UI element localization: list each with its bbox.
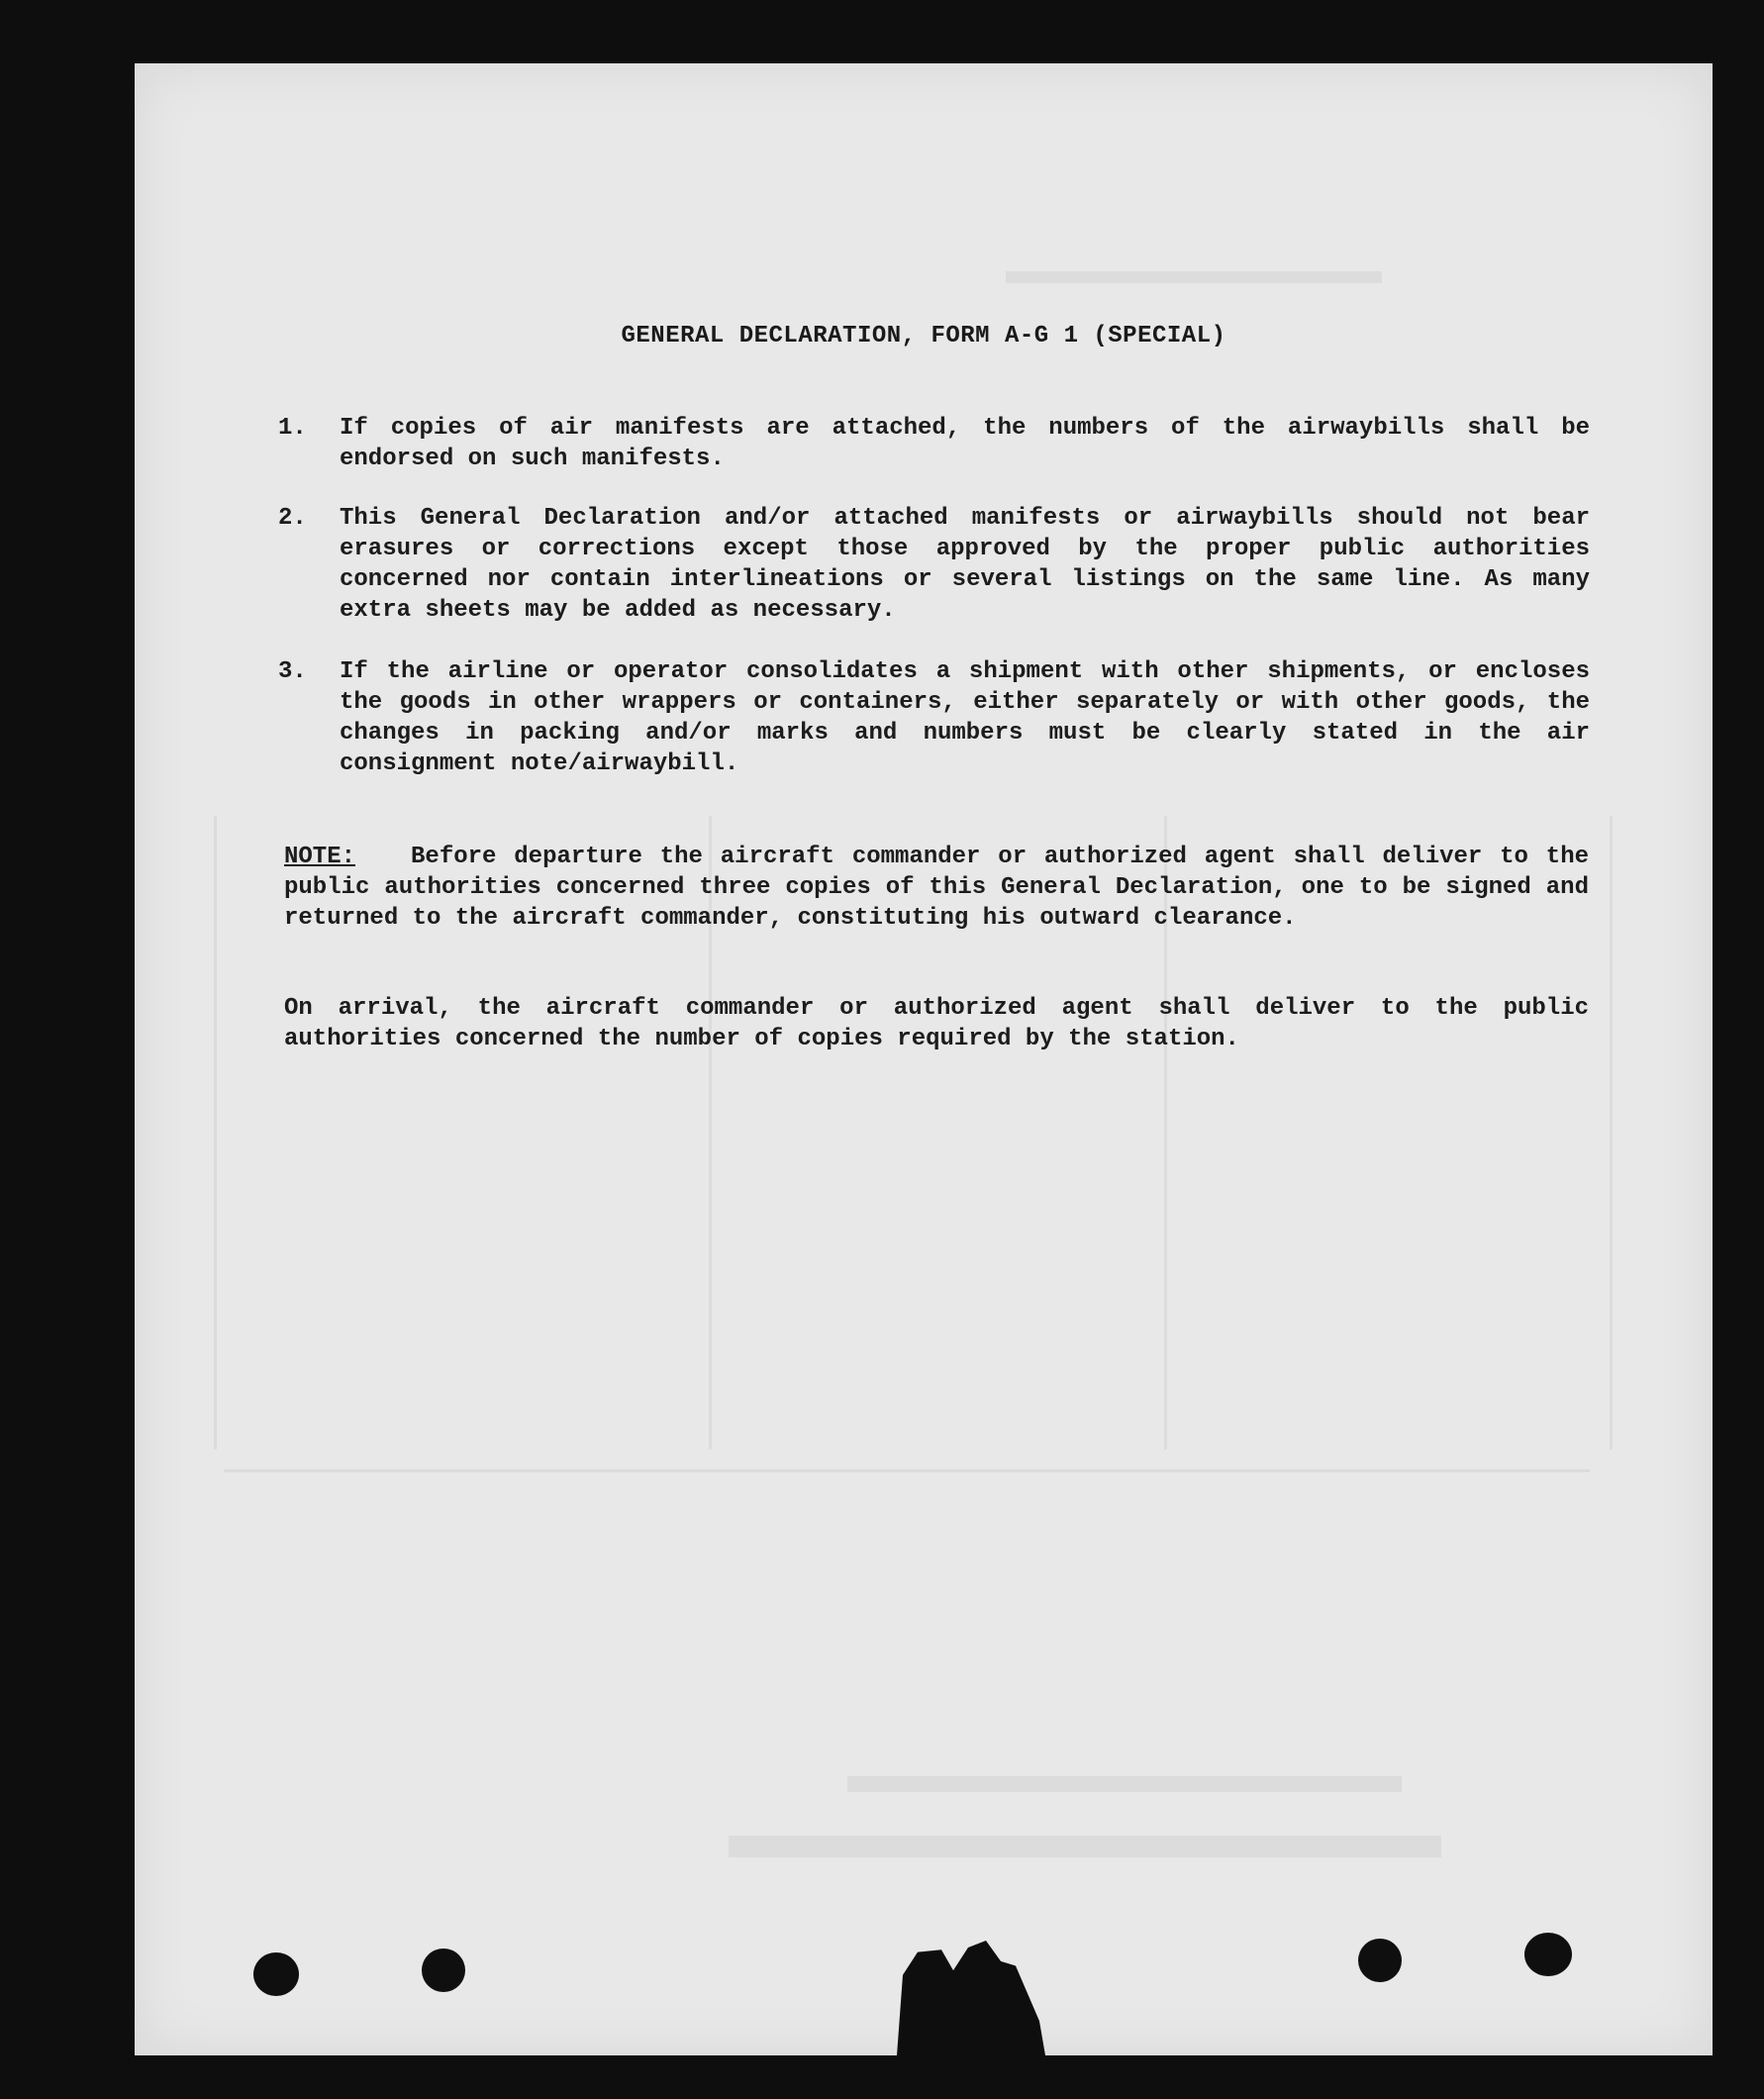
- bleed-mark: [847, 1776, 1402, 1792]
- torn-edge: [897, 1941, 1045, 2055]
- punch-hole: [253, 1952, 299, 1996]
- document-title: GENERAL DECLARATION, FORM A-G 1 (SPECIAL): [621, 323, 1226, 350]
- show-through-bleed: [135, 63, 1713, 2055]
- punch-hole: [1358, 1939, 1402, 1982]
- punch-hole: [1524, 1933, 1572, 1976]
- note-label: NOTE:: [284, 844, 356, 870]
- document-page: [135, 63, 1713, 2055]
- list-item-number: 3.: [278, 658, 307, 685]
- bleed-mark: [214, 816, 217, 1449]
- list-item-text: This General Declaration and/or attached manifests or airwaybills should not bear erasures or corrections except those approved by the proper public authorities concerned nor contain interlineations or several listings on the same line. As many extra sheets may be added as necessary.: [340, 505, 1590, 624]
- note-text: Before departure the aircraft commander or authorized agent shall deliver to the public authorities concerned three copies of this General Declaration, one to be signed and returned to the aircraft commander, constituting his outward clearance.: [284, 844, 1589, 932]
- bleed-mark: [1610, 816, 1613, 1449]
- bleed-mark: [1006, 271, 1382, 283]
- list-item-text: If the airline or operator consolidates a shipment with other shipments, or encloses the goods in other wrappers or containers, either separately or with other goods, the changes in packing and/or marks and numbers must be clearly stated in the air consignment note/airwaybill.: [340, 658, 1590, 777]
- bleed-mark: [224, 1469, 1590, 1472]
- note-paragraph: [284, 842, 1589, 934]
- arrival-paragraph: On arrival, the aircraft commander or authorized agent shall deliver to the public authorities concerned the number of copies required by the station.: [284, 995, 1589, 1052]
- list-item-number: 1.: [278, 415, 307, 442]
- list-item: [278, 413, 1590, 474]
- punch-hole: [422, 1949, 465, 1992]
- list-item-text: If copies of air manifests are attached, the numbers of the airwaybills shall be endorsed on such manifests.: [340, 415, 1590, 472]
- list-item-number: 2.: [278, 505, 307, 532]
- list-item: [278, 503, 1590, 626]
- bleed-mark: [729, 1836, 1441, 1857]
- list-item: [278, 656, 1590, 779]
